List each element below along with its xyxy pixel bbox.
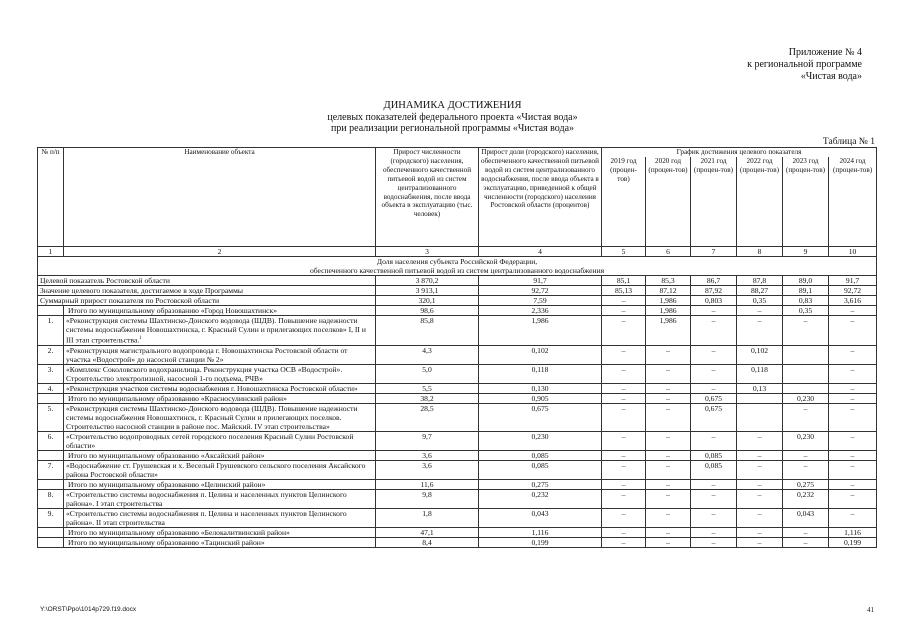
year-value: 0,118 (737, 364, 783, 383)
header-share: Прирост доли (городского) населения, обеспеченного качественной питьевой водой из систем централизованного водоснабжения, после ввода объекта в эксплуатацию, приведенной к общей численности (городского) населения Ростовской области (процентов) (479, 148, 602, 247)
year-value: – (602, 403, 646, 431)
year-value (737, 403, 783, 431)
object-row (38, 489, 877, 508)
section-line-1: Доля населения субъекта Российской Федерации, (376, 257, 538, 266)
header-year-2024: 2024 год (процен-тов) (829, 157, 877, 247)
header-population: Прирост численности (городского) населения, обеспеченного качественной питьевой водой из систем централизованного водоснабжения, после ввода объекта в эксплуатацию (тыс. человек) (376, 148, 479, 247)
year-value: – (783, 460, 829, 479)
year-value: – (829, 306, 877, 316)
year-value: 0,35 (737, 296, 783, 306)
object-row (38, 345, 877, 364)
appendix-line-1: Приложение № 4 (788, 47, 862, 58)
population-value: 4,3 (376, 345, 479, 364)
year-value: – (691, 431, 737, 450)
header-num: № п/п (38, 148, 64, 247)
year-value: 1,986 (646, 316, 691, 346)
subtotal-row (38, 537, 877, 547)
object-name-text: «Комплекс Соколовского водохранилища. Реконструкция участка ОСВ «Водострой». Строительство электролизной, насосной 1-го подъема, РЧВ» (66, 364, 343, 383)
year-value: – (829, 403, 877, 431)
population-value: 5,0 (376, 364, 479, 383)
object-row (38, 460, 877, 479)
year-value: 0,230 (783, 393, 829, 403)
year-value: – (829, 489, 877, 508)
year-value: – (646, 450, 691, 460)
population-value: 38,2 (376, 393, 479, 403)
year-value: – (602, 508, 646, 527)
year-value: – (737, 527, 783, 537)
year-value: 1,986 (646, 306, 691, 316)
year-value: – (829, 345, 877, 364)
subtotal-row (38, 306, 877, 316)
year-value: – (737, 479, 783, 489)
row-number: 8. (38, 489, 64, 508)
year-value: 92,72 (829, 286, 877, 296)
year-value: – (737, 316, 783, 346)
year-value: – (783, 527, 829, 537)
year-value: 0,13 (737, 383, 783, 393)
share-value: 0,232 (479, 489, 602, 508)
year-value: 91,7 (829, 276, 877, 286)
year-value (737, 393, 783, 403)
row-number: 1. (38, 316, 64, 346)
year-value: 87,8 (737, 276, 783, 286)
object-name-text: «Реконструкция системы Шахтинско-Донского водовода (ШДВ). Повышение надежности системы водоснабжения Новошахтинска, г. Красный Сулин и прилегающих поселков» I, II и III этап строительства. (66, 316, 366, 345)
section-heading (38, 257, 877, 276)
object-row (38, 316, 877, 346)
header-year-2019: 2019 год (процен-тов) (602, 157, 646, 247)
year-value: 0,803 (691, 296, 737, 306)
object-name (64, 364, 376, 383)
summary-row (38, 286, 877, 296)
share-value: 91,7 (479, 276, 602, 286)
share-value: 0,199 (479, 537, 602, 547)
year-value: 87,12 (646, 286, 691, 296)
row-number: 4. (38, 383, 64, 393)
population-value: 5,5 (376, 383, 479, 393)
year-value: – (646, 393, 691, 403)
year-value: – (737, 460, 783, 479)
summary-name: Целевой показатель Ростовской области (38, 276, 376, 286)
subtotal-row (38, 450, 877, 460)
section-line-2: обеспеченного качественной питьевой водой из систем централизованного водоснабжения (309, 266, 605, 275)
share-value: 0,675 (479, 403, 602, 431)
population-value: 320,1 (376, 296, 479, 306)
population-value: 9,8 (376, 489, 479, 508)
year-value: – (691, 345, 737, 364)
year-value: – (646, 527, 691, 537)
row-number (38, 450, 64, 460)
year-value: – (829, 479, 877, 489)
year-value: – (829, 460, 877, 479)
year-value: – (691, 527, 737, 537)
year-value: 0,675 (691, 403, 737, 431)
year-value: – (646, 537, 691, 547)
object-name-text: «Реконструкция магистрального водопровода г. Новошахтинска Ростовской области от участка «Водострой» до насосной станции № 2» (66, 345, 348, 364)
year-value: – (646, 479, 691, 489)
colnum: 2 (64, 247, 376, 257)
year-value: – (646, 431, 691, 450)
population-value: 1,8 (376, 508, 479, 527)
population-value: 3 913,1 (376, 286, 479, 296)
share-value: 0,275 (479, 479, 602, 489)
appendix-line-2: к региональной программе (747, 59, 862, 70)
indicator-table (37, 147, 877, 548)
year-value: – (737, 508, 783, 527)
year-value: – (691, 508, 737, 527)
title-line-3: при реализации региональной программы «Чистая вода» (330, 123, 575, 134)
object-name (64, 489, 376, 508)
year-value: – (646, 460, 691, 479)
object-name (64, 306, 376, 316)
year-value: 0,043 (783, 508, 829, 527)
year-value: – (829, 508, 877, 527)
row-number: 6. (38, 431, 64, 450)
share-value: 0,085 (479, 460, 602, 479)
summary-name: Суммарный прирост показателя по Ростовской области (38, 296, 376, 306)
year-value: 0,230 (783, 431, 829, 450)
appendix-block (747, 47, 862, 83)
year-value: – (737, 489, 783, 508)
year-value: – (737, 450, 783, 460)
colnum: 6 (646, 247, 691, 257)
year-value: 86,7 (691, 276, 737, 286)
footnote-marker: 1 (139, 336, 142, 341)
year-value: – (829, 393, 877, 403)
colnum: 1 (38, 247, 64, 257)
year-value: – (829, 364, 877, 383)
object-name (64, 527, 376, 537)
object-name (64, 460, 376, 479)
row-number (38, 527, 64, 537)
table-header-row (38, 148, 877, 158)
year-value: 88,27 (737, 286, 783, 296)
row-number (38, 306, 64, 316)
section-row (38, 257, 877, 276)
object-name-text: Итого по муниципальному образованию «Красносулинский район» (68, 393, 287, 403)
object-name-text: «Водоснабжение ст. Грушевская и х. Веселый Грушевского сельского поселения Аксайского района Ростовской области» (66, 460, 366, 479)
year-value: 0,275 (783, 479, 829, 489)
year-value: – (783, 403, 829, 431)
share-value: 0,118 (479, 364, 602, 383)
object-name-text: Итого по муниципальному образованию «Целинский район» (68, 479, 266, 489)
document-title (0, 100, 905, 135)
object-row (38, 431, 877, 450)
year-value: – (602, 527, 646, 537)
year-value: – (829, 316, 877, 346)
share-value: 0,130 (479, 383, 602, 393)
year-value: 85,13 (602, 286, 646, 296)
object-row (38, 383, 877, 393)
row-number (38, 393, 64, 403)
year-value: – (646, 364, 691, 383)
year-value (783, 383, 829, 393)
population-value: 28,5 (376, 403, 479, 431)
year-value: – (602, 460, 646, 479)
share-value: 92,72 (479, 286, 602, 296)
object-name-text: «Строительство системы водоснабжения п. Целина и населенных пунктов Целинского района». II этап строительства (66, 508, 347, 527)
year-value: – (737, 306, 783, 316)
row-number (38, 479, 64, 489)
subtotal-row (38, 479, 877, 489)
population-value: 11,6 (376, 479, 479, 489)
population-value: 3,6 (376, 450, 479, 460)
object-name (64, 383, 376, 393)
title-main: ДИНАМИКА ДОСТИЖЕНИЯ (383, 100, 522, 111)
year-value: – (602, 479, 646, 489)
colnum: 3 (376, 247, 479, 257)
year-value: – (602, 537, 646, 547)
object-name-text: «Строительство системы водоснабжения п. Целина и населенных пунктов Целинского района». I этап строительства (66, 489, 347, 508)
year-value: 0,232 (783, 489, 829, 508)
object-name (64, 508, 376, 527)
object-name-text: Итого по муниципальному образованию «Белокалитвинский район» (68, 527, 290, 537)
year-value: 0,102 (737, 345, 783, 364)
object-name (64, 479, 376, 489)
colnum: 10 (829, 247, 877, 257)
column-numbers-row (38, 247, 877, 257)
object-row (38, 403, 877, 431)
year-value: – (691, 479, 737, 489)
year-value: 89,0 (783, 276, 829, 286)
object-name-text: «Реконструкция системы Шахтинско-Донского водовода (ШДВ). Повышение надежности системы водоснабжения Новошахтинск, г. Красный Сулин и прилегающих поселков. Строительство насосной станции в районе пос. Майский. IV этап строительства» (66, 403, 358, 431)
year-value: – (602, 489, 646, 508)
header-year-2021: 2021 год (процен-тов) (691, 157, 737, 247)
year-value: – (602, 316, 646, 346)
year-value: – (602, 383, 646, 393)
year-value (783, 364, 829, 383)
row-number (38, 537, 64, 547)
header-year-2022: 2022 год (процен-тов) (737, 157, 783, 247)
share-value: 2,336 (479, 306, 602, 316)
year-value: – (602, 306, 646, 316)
colnum: 9 (783, 247, 829, 257)
year-value: – (602, 364, 646, 383)
year-value: – (829, 450, 877, 460)
year-value: – (691, 489, 737, 508)
year-value: – (646, 403, 691, 431)
year-value: 0,199 (829, 537, 877, 547)
year-value: – (691, 364, 737, 383)
subtotal-row (38, 393, 877, 403)
row-number: 7. (38, 460, 64, 479)
share-value: 0,043 (479, 508, 602, 527)
share-value: 1,986 (479, 316, 602, 346)
row-number: 2. (38, 345, 64, 364)
object-name (64, 393, 376, 403)
summary-row (38, 276, 877, 286)
population-value: 85,8 (376, 316, 479, 346)
year-value: 3,616 (829, 296, 877, 306)
table-number: Таблица № 1 (822, 137, 875, 147)
year-value: – (602, 296, 646, 306)
header-name: Наименование объекта (64, 148, 376, 247)
year-value: – (646, 383, 691, 393)
year-value: – (602, 450, 646, 460)
title-line-2: целевых показателей федерального проекта «Чистая вода» (327, 111, 578, 123)
object-name (64, 537, 376, 547)
population-value: 47,1 (376, 527, 479, 537)
object-name-text: Итого по муниципальному образованию «Тацинский район» (68, 537, 265, 547)
object-name-text: Итого по муниципальному образованию «Город Новошахтинск» (68, 306, 278, 315)
year-value: – (602, 393, 646, 403)
year-value: – (737, 537, 783, 547)
share-value: 0,905 (479, 393, 602, 403)
year-value: – (691, 383, 737, 393)
year-value (783, 345, 829, 364)
year-value: 1,116 (829, 527, 877, 537)
year-value: – (691, 316, 737, 346)
colnum: 7 (691, 247, 737, 257)
summary-name: Значение целевого показателя, достигаемое в ходе Программы (38, 286, 376, 296)
colnum: 8 (737, 247, 783, 257)
header-year-2020: 2020 год (процен-тов) (646, 157, 691, 247)
year-value: – (691, 306, 737, 316)
year-value: 87,92 (691, 286, 737, 296)
object-name (64, 345, 376, 364)
appendix-line-3: «Чистая вода» (800, 71, 862, 82)
header-schedule: График достижения целевого показателя (602, 148, 877, 158)
year-value: 0,675 (691, 393, 737, 403)
share-value: 1,116 (479, 527, 602, 537)
year-value: 0,085 (691, 450, 737, 460)
year-value: – (646, 345, 691, 364)
year-value: – (783, 537, 829, 547)
year-value: – (602, 345, 646, 364)
object-name-text: «Реконструкция участков системы водоснабжения г. Новошахтинска Ростовской области» (66, 383, 358, 393)
share-value: 0,230 (479, 431, 602, 450)
population-value: 8,4 (376, 537, 479, 547)
colnum: 4 (479, 247, 602, 257)
object-row (38, 364, 877, 383)
header-year-2023: 2023 год (процен-тов) (783, 157, 829, 247)
year-value: 1,986 (646, 296, 691, 306)
object-name (64, 431, 376, 450)
object-name (64, 450, 376, 460)
population-value: 3,6 (376, 460, 479, 479)
subtotal-row (38, 527, 877, 537)
share-value: 7,59 (479, 296, 602, 306)
year-value: 0,085 (691, 460, 737, 479)
year-value: – (602, 431, 646, 450)
year-value: 0,83 (783, 296, 829, 306)
row-number: 3. (38, 364, 64, 383)
year-value: – (783, 450, 829, 460)
colnum: 5 (602, 247, 646, 257)
year-value: 85,1 (602, 276, 646, 286)
year-value: – (737, 431, 783, 450)
year-value: – (829, 383, 877, 393)
footer-file-path: Y:\ORST\Ppo\1014p729.f19.docx (40, 606, 137, 613)
population-value: 98,6 (376, 306, 479, 316)
year-value: – (783, 316, 829, 346)
year-value: – (691, 537, 737, 547)
population-value: 9,7 (376, 431, 479, 450)
object-name (64, 403, 376, 431)
year-value: 0,35 (783, 306, 829, 316)
row-number: 5. (38, 403, 64, 431)
object-name-text: «Строительство водопроводных сетей городского поселения Красный Сулин Ростовской области» (66, 431, 354, 450)
year-value: 85,3 (646, 276, 691, 286)
object-name-text: Итого по муниципальному образованию «Аксайский район» (68, 450, 265, 460)
year-value: – (829, 431, 877, 450)
year-value: – (646, 489, 691, 508)
year-value: 89,1 (783, 286, 829, 296)
row-number: 9. (38, 508, 64, 527)
population-value: 3 870,2 (376, 276, 479, 286)
share-value: 0,102 (479, 345, 602, 364)
object-row (38, 508, 877, 527)
share-value: 0,085 (479, 450, 602, 460)
footer-page-number: 41 (867, 606, 874, 614)
summary-row (38, 296, 877, 306)
object-name (64, 316, 376, 346)
year-value: – (646, 508, 691, 527)
